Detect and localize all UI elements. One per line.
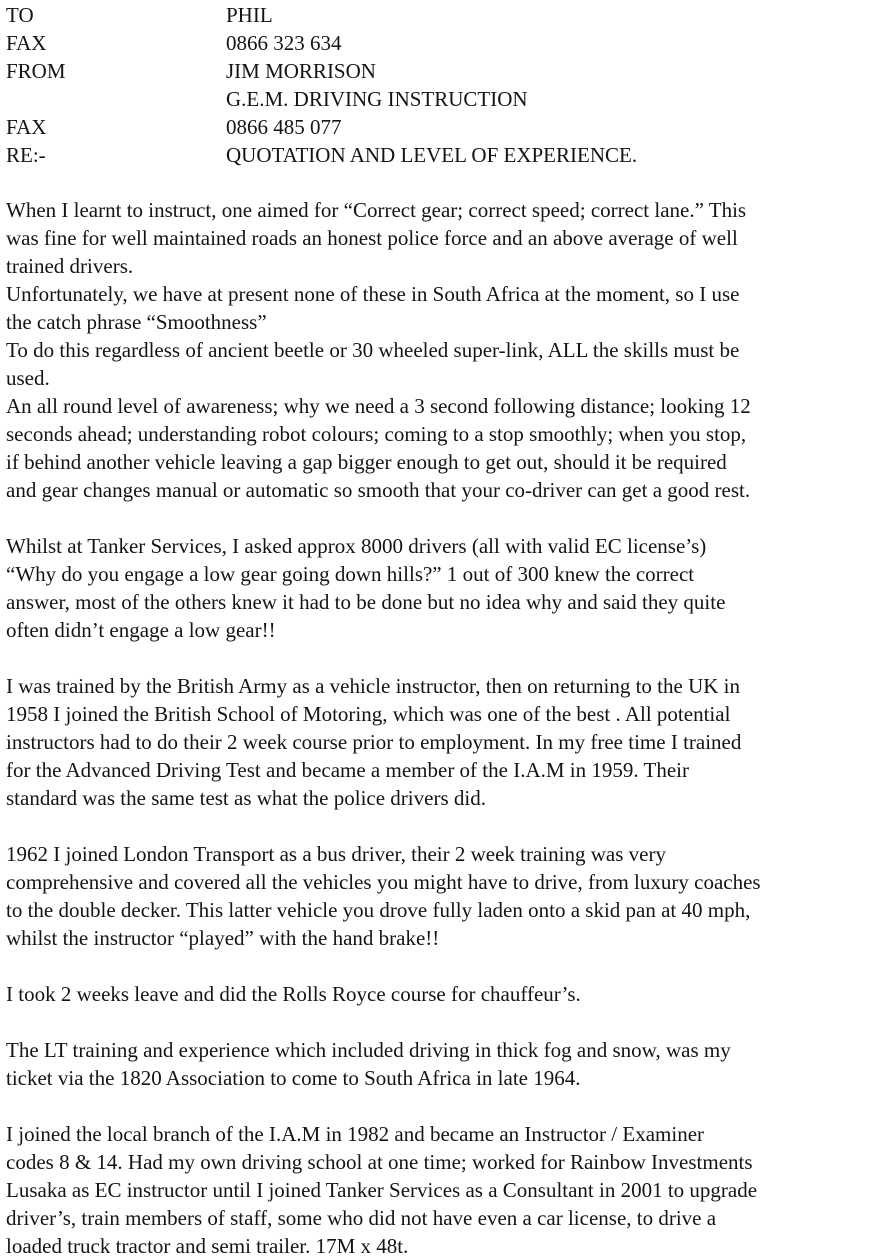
text-line: often didn’t engage a low gear!! [6,618,276,642]
to-value: PHIL [226,3,273,27]
text-line: An all round level of awareness; why we need a 3 second following distance; looking 12 [6,394,751,418]
text-line: codes 8 & 14. Had my own driving school at one time; worked for Rainbow Investments [6,1150,753,1174]
re-label: RE:- [6,143,46,167]
fax-from-value: 0866 485 077 [226,115,342,139]
text-line: the catch phrase “Smoothness” [6,310,267,334]
text-line: instructors had to do their 2 week course prior to employment. In my free time I trained [6,730,742,754]
text-line: When I learnt to instruct, one aimed for “Correct gear; correct speed; correct lane.” This [6,198,747,222]
from-value: JIM MORRISON [226,59,376,83]
text-line: seconds ahead; understanding robot colours; coming to a stop smoothly; when you stop, [6,422,747,446]
fax-to-value: 0866 323 634 [226,31,342,55]
text-line: used. [6,366,50,390]
re-value: QUOTATION AND LEVEL OF EXPERIENCE. [226,143,638,167]
text-line: loaded truck tractor and semi trailer. 17M x 48t. [6,1234,409,1258]
text-line: Unfortunately, we have at present none of these in South Africa at the moment, so I use [6,282,740,306]
text-line: Lusaka as EC instructor until I joined Tanker Services as a Consultant in 2001 to upgrade [6,1178,758,1202]
text-line: answer, most of the others knew it had to be done but no idea why and said they quite [6,590,726,614]
text-line: 1958 I joined the British School of Motoring, which was one of the best . All potential [6,702,731,726]
text-line: if behind another vehicle leaving a gap bigger enough to get out, should it be required [6,450,727,474]
text-line: and gear changes manual or automatic so smooth that your co-driver can get a good rest. [6,478,751,502]
fax-from-label: FAX [6,115,47,139]
text-line: was fine for well maintained roads an honest police force and an above average of well [6,226,738,250]
text-line: standard was the same test as what the police drivers did. [6,786,486,810]
fax-to-label: FAX [6,31,47,55]
text-line: I was trained by the British Army as a vehicle instructor, then on returning to the UK in [6,674,740,698]
from-label: FROM [6,59,66,83]
text-line: to the double decker. This latter vehicle you drove fully laden onto a skid pan at 40 mph, [6,898,751,922]
paragraph-3 [6,672,741,812]
to-label: TO [6,3,34,27]
paragraph-5 [6,980,581,1008]
text-line: To do this regardless of ancient beetle or 30 wheeled super-link, ALL the skills must be [6,338,740,362]
text-line: 1962 I joined London Transport as a bus driver, their 2 week training was very [6,842,666,866]
from-company: G.E.M. DRIVING INSTRUCTION [226,87,528,111]
text-line: trained drivers. [6,254,134,278]
paragraph-7 [6,1120,757,1258]
paragraph-4 [6,840,761,952]
text-line: Whilst at Tanker Services, I asked approx 8000 drivers (all with valid EC license’s) [6,534,707,558]
text-line: for the Advanced Driving Test and became a member of the I.A.M in 1959. Their [6,758,689,782]
text-line: I joined the local branch of the I.A.M in 1982 and became an Instructor / Examiner [6,1122,705,1146]
text-line: comprehensive and covered all the vehicles you might have to drive, from luxury coaches [6,870,761,894]
text-line: I took 2 weeks leave and did the Rolls Royce course for chauffeur’s. [6,982,581,1006]
paragraph-1 [6,196,751,504]
text-line: ticket via the 1820 Association to come to South Africa in late 1964. [6,1066,581,1090]
text-line: The LT training and experience which included driving in thick fog and snow, was my [6,1038,731,1062]
text-line: whilst the instructor “played” with the hand brake!! [6,926,440,950]
text-line: “Why do you engage a low gear going down hills?” 1 out of 300 knew the correct [6,562,695,586]
paragraph-2 [6,532,725,644]
text-line: driver’s, train members of staff, some who did not have even a car license, to drive a [6,1206,717,1230]
paragraph-6 [6,1036,731,1092]
